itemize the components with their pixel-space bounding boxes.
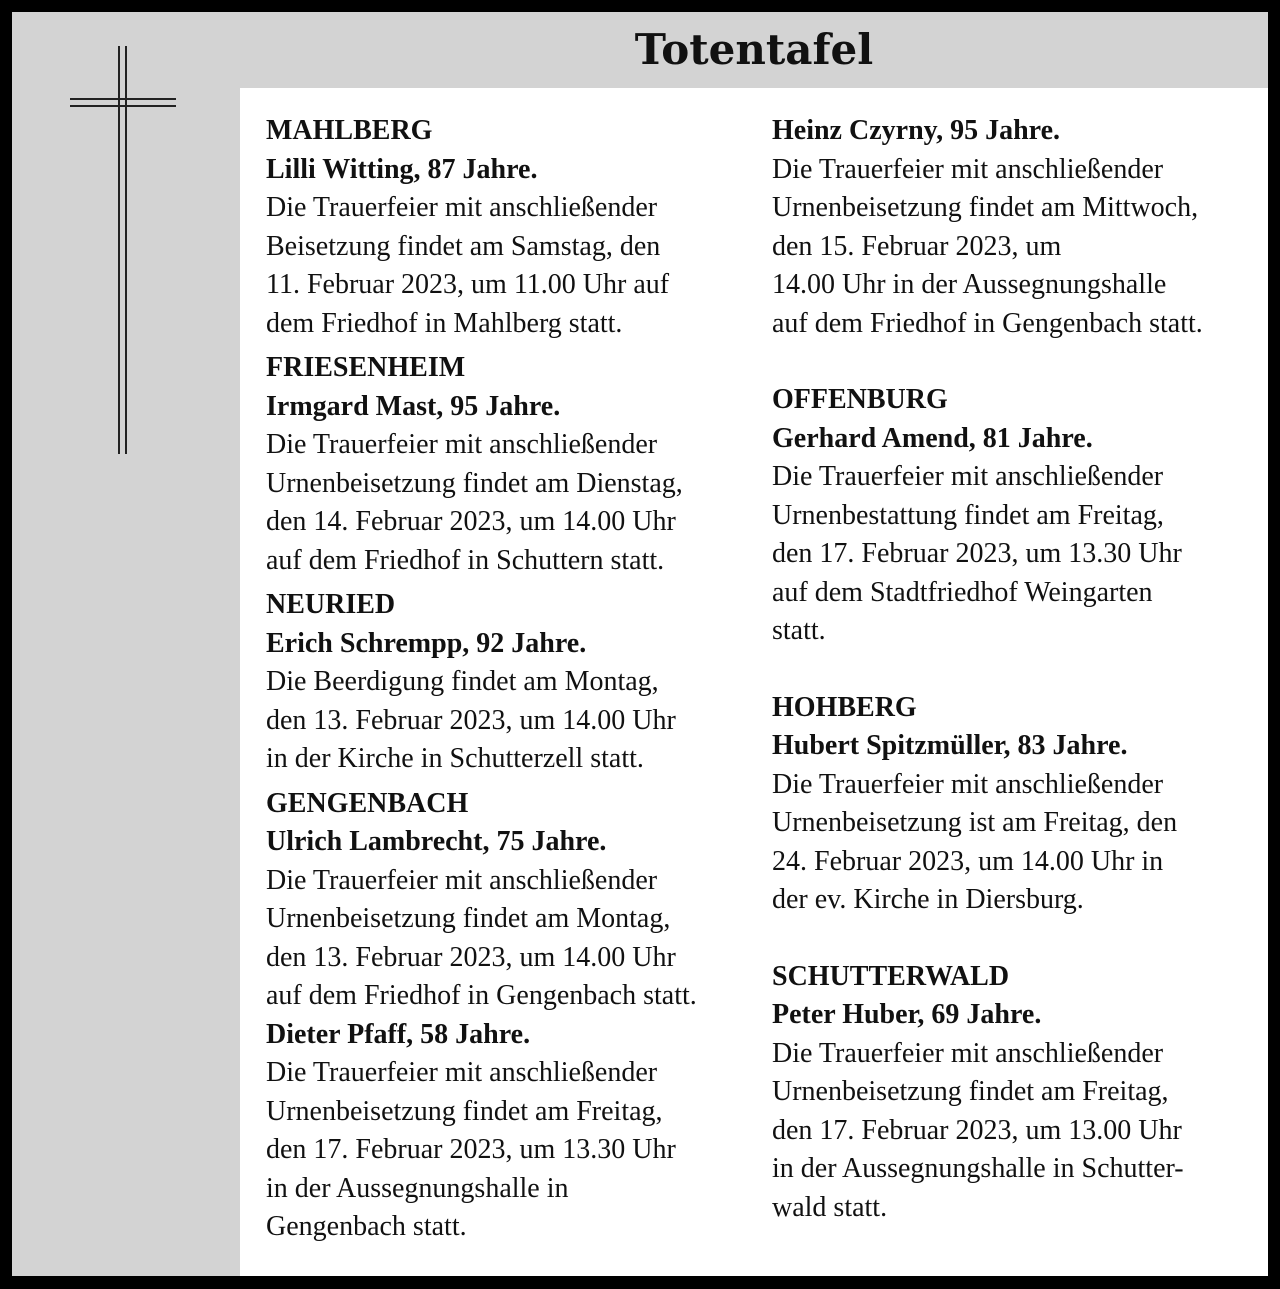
notice-line: Die Trauerfeier mit anschließender [266, 429, 658, 460]
place-heading: FRIESENHEIM [266, 352, 466, 383]
notice-line: Die Beerdigung findet am Montag, [266, 666, 659, 697]
deceased-name: Dieter Pfaff, 58 Jahre. [266, 1018, 531, 1050]
notice-entry [772, 958, 1262, 1228]
notice-entry [266, 586, 746, 779]
notice-entry [266, 349, 746, 580]
place-heading: HOHBERG [772, 691, 917, 723]
notice-entry [266, 785, 746, 1016]
deceased-name: Irmgard Mast, 95 Jahre. [266, 390, 561, 422]
notice-line: auf dem Friedhof in Gengenbach statt. [772, 307, 1203, 339]
notice-line: 14.00 Uhr in der Aussegnungshalle [772, 269, 1167, 300]
notice-line: Die Trauerfeier mit anschließender [772, 461, 1164, 492]
notice-line: Die Trauerfeier mit anschließender [266, 1057, 658, 1088]
notice-line: Urnenbeisetzung findet am Freitag, [266, 1095, 663, 1127]
notice-line: Die Trauerfeier mit anschließender [772, 1037, 1164, 1069]
place-heading: SCHUTTERWALD [772, 960, 1010, 992]
cross-icon [70, 46, 178, 454]
deceased-name: Gerhard Amend, 81 Jahre. [772, 422, 1093, 454]
notice-line: Urnenbestattung findet am Freitag, [772, 499, 1164, 531]
notice-line: den 13. Februar 2023, um 14.00 Uhr [266, 704, 676, 736]
notice-line: Urnenbeisetzung findet am Mittwoch, [772, 192, 1199, 223]
page-title: Totentafel [634, 25, 874, 74]
notice-line: wald statt. [772, 1191, 888, 1223]
deceased-name: Heinz Czyrny, 95 Jahre. [772, 115, 1061, 146]
notice-entry [772, 381, 1262, 651]
deceased-name: Peter Huber, 69 Jahre. [772, 999, 1042, 1030]
right-column [772, 112, 1262, 1227]
notice-line: Urnenbeisetzung ist am Freitag, den [772, 807, 1178, 838]
notice-entry [772, 112, 1262, 343]
place-heading: GENGENBACH [266, 787, 469, 819]
place-heading: NEURIED [266, 589, 396, 620]
notice-line: dem Friedhof in Mahlberg statt. [266, 307, 623, 339]
notice-entry [266, 112, 746, 343]
notice-line: Beisetzung findet am Samstag, den [266, 230, 661, 262]
notice-line: 11. Februar 2023, um 11.00 Uhr auf [266, 269, 670, 300]
notice-line: den 15. Februar 2023, um [772, 230, 1062, 262]
notice-line: auf dem Friedhof in Gengenbach statt. [266, 980, 697, 1011]
notice-line: auf dem Friedhof in Schuttern statt. [266, 544, 665, 576]
notice-line: statt. [772, 615, 826, 646]
notice-line: Urnenbeisetzung findet am Montag, [266, 903, 671, 934]
notice-line: der ev. Kirche in Diersburg. [772, 884, 1084, 915]
notice-line: 24. Februar 2023, um 14.00 Uhr in [772, 845, 1164, 877]
left-column [266, 112, 746, 1247]
notice-line: den 17. Februar 2023, um 13.30 Uhr [266, 1134, 676, 1165]
notice-line: den 17. Februar 2023, um 13.00 Uhr [772, 1114, 1182, 1146]
deceased-name: Erich Schrempp, 92 Jahre. [266, 627, 587, 659]
notice-line: den 13. Februar 2023, um 14.00 Uhr [266, 941, 676, 973]
notice-line: den 14. Februar 2023, um 14.00 Uhr [266, 506, 676, 537]
notice-line: Die Trauerfeier mit anschließender [266, 864, 658, 896]
notice-line: Urnenbeisetzung findet am Freitag, [772, 1076, 1169, 1107]
notice-entry [266, 1016, 746, 1247]
place-heading: OFFENBURG [772, 384, 948, 415]
notice-line: in der Aussegnungshalle in [266, 1172, 569, 1204]
place-heading: MAHLBERG [266, 115, 433, 146]
deceased-name: Lilli Witting, 87 Jahre. [266, 153, 538, 185]
deceased-name: Hubert Spitzmüller, 83 Jahre. [772, 730, 1128, 761]
notice-line: Die Trauerfeier mit anschließender [266, 192, 658, 223]
notice-line: Die Trauerfeier mit anschließender [772, 153, 1164, 185]
notices-panel [240, 88, 1268, 1276]
notice-line: den 17. Februar 2023, um 13.30 Uhr [772, 538, 1182, 569]
deceased-name: Ulrich Lambrecht, 75 Jahre. [266, 826, 607, 857]
notice-line: auf dem Stadtfriedhof Weingarten [772, 576, 1153, 608]
notice-entry [772, 689, 1262, 920]
notice-line: Gengenbach statt. [266, 1211, 467, 1242]
notice-line: in der Aussegnungshalle in Schutter- [772, 1153, 1184, 1184]
notice-line: Die Trauerfeier mit anschließender [772, 768, 1164, 800]
notice-line: Urnenbeisetzung findet am Dienstag, [266, 467, 683, 499]
obituary-frame [12, 12, 1268, 1276]
notice-line: in der Kirche in Schutterzell statt. [266, 743, 644, 774]
